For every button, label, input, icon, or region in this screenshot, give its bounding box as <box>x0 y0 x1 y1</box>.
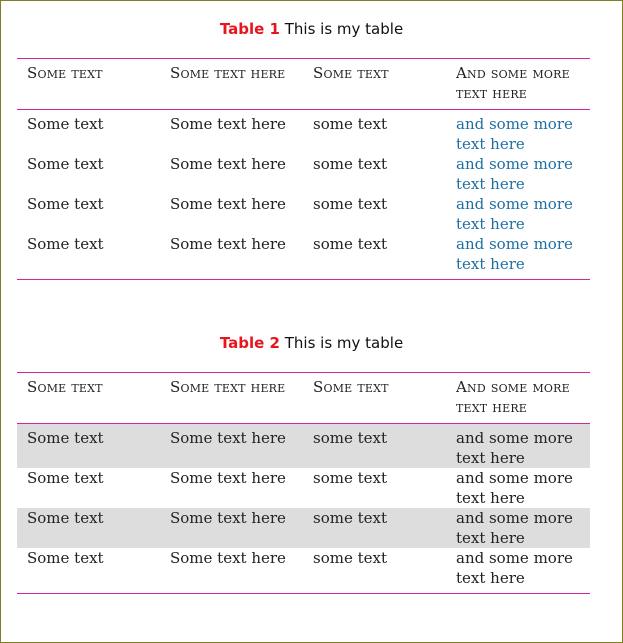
table-1-caption <box>0 20 623 38</box>
table-row <box>17 154 590 194</box>
table-cell: some text <box>313 469 387 487</box>
table-row <box>17 110 590 155</box>
table-cell: some text <box>313 549 387 567</box>
table-cell: Some text <box>27 195 104 213</box>
table-2-header-cell: Some text <box>313 378 389 396</box>
table-row <box>17 424 590 469</box>
table-row <box>17 194 590 234</box>
table-2-header-row <box>17 373 590 424</box>
table-cell: and some more text here <box>446 424 590 469</box>
table-cell: and some more text here <box>446 508 590 548</box>
table-row <box>17 548 590 594</box>
table-cell: and some more text here <box>456 155 573 193</box>
table-cell: and some more text here <box>456 549 573 587</box>
table-2-caption <box>0 334 623 352</box>
table-row <box>17 234 590 280</box>
table-cell: Some text here <box>170 155 286 173</box>
table-cell: Some text <box>27 115 104 133</box>
table-1-caption-label: Table 1 <box>219 20 280 38</box>
table-cell: Some text here <box>170 235 286 253</box>
table-cell: and some more text here <box>456 235 573 273</box>
table-cell: and some more text here <box>456 469 573 507</box>
table-2-header-cell: And some more text here <box>456 378 570 416</box>
table-2-header-cell: Some text <box>27 378 103 396</box>
table-cell: and some more text here <box>456 115 573 153</box>
table-1-header-cell: Some text <box>313 64 389 82</box>
table-cell: Some text here <box>170 115 286 133</box>
table-cell: some text <box>303 508 446 548</box>
table-cell: Some text here <box>160 424 303 469</box>
table-cell: Some text <box>17 508 160 548</box>
table-cell: Some text <box>27 549 104 567</box>
table-cell: Some text here <box>160 508 303 548</box>
table-1-header-cell: And some more text here <box>456 64 570 102</box>
table-cell: Some text here <box>170 469 286 487</box>
table-cell: some text <box>313 235 387 253</box>
table-1-caption-text: This is my table <box>284 20 404 38</box>
table-cell: Some text <box>17 424 160 469</box>
table-1 <box>17 58 590 280</box>
table-1-header-cell: Some text here <box>170 64 286 82</box>
table-cell: Some text <box>27 155 104 173</box>
table-row <box>17 508 590 548</box>
table-cell: and some more text here <box>456 195 573 233</box>
table-1-header-cell: Some text <box>27 64 103 82</box>
table-2-header-cell: Some text here <box>170 378 286 396</box>
table-2 <box>17 372 590 594</box>
table-1-header-row <box>17 59 590 110</box>
table-row <box>17 468 590 508</box>
table-cell: Some text here <box>170 549 286 567</box>
table-cell: Some text <box>27 235 104 253</box>
table-cell: some text <box>303 424 446 469</box>
table-2-caption-text: This is my table <box>284 334 404 352</box>
table-cell: Some text here <box>170 195 286 213</box>
table-cell: Some text <box>27 469 104 487</box>
table-cell: some text <box>313 195 387 213</box>
table-cell: some text <box>313 115 387 133</box>
table-2-caption-label: Table 2 <box>219 334 280 352</box>
table-cell: some text <box>313 155 387 173</box>
